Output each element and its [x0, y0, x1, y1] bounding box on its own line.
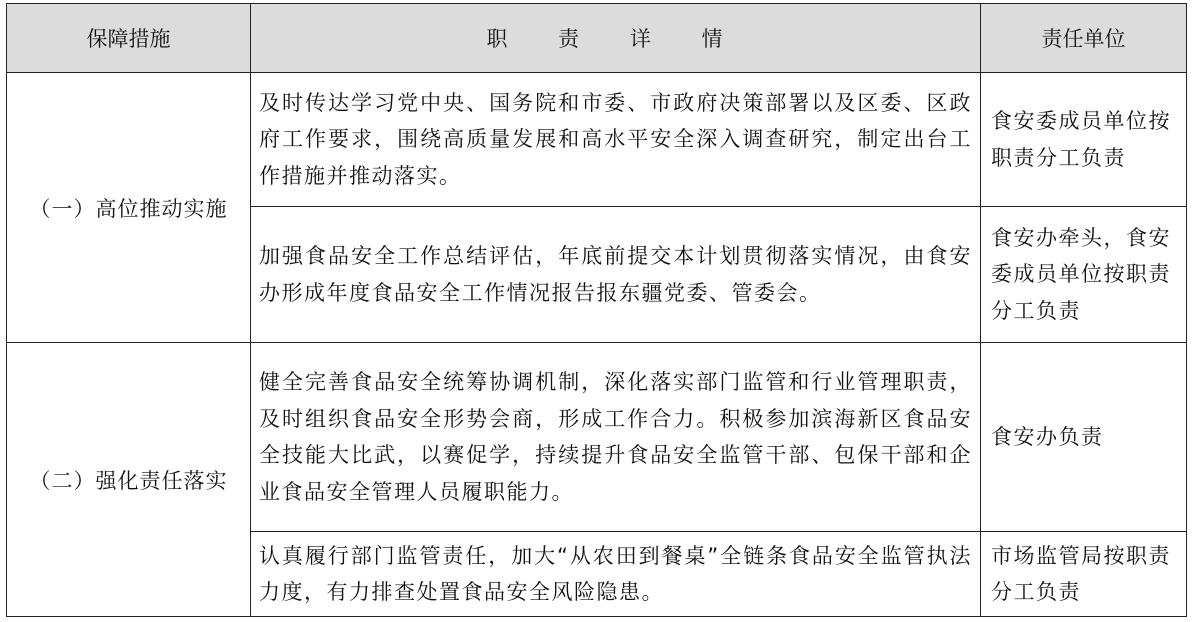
table-row: [7, 343, 1187, 532]
table-row: [7, 73, 1187, 207]
measure-cell: （一）高位推动实施: [7, 73, 251, 343]
measure-cell: （二）强化责任落实: [7, 343, 251, 617]
detail-cell: 及时传达学习党中央、国务院和市委、市政府决策部署以及区委、区政府工作要求，围绕高质量发展和高水平安全深入调查研究，制定出台工作措施并推动落实。: [251, 73, 981, 207]
responsibility-table: [6, 3, 1187, 617]
detail-cell: 健全完善食品安全统筹协调机制，深化落实部门监管和行业管理职责，及时组织食品安全形势会商，形成工作合力。积极参加滨海新区食品安全技能大比武，以赛促学，持续提升食品安全监管干部、包保干部和企业食品安全管理人员履职能力。: [251, 343, 981, 532]
header-measure: 保障措施: [7, 4, 251, 73]
unit-cell: 食安办牵头，食安委成员单位按职责分工负责: [981, 207, 1187, 343]
unit-cell: 市场监管局按职责分工负责: [981, 532, 1187, 617]
header-unit: 责任单位: [981, 4, 1187, 73]
unit-cell: 食安委成员单位按职责分工负责: [981, 73, 1187, 207]
unit-cell: 食安办负责: [981, 343, 1187, 532]
header-detail: [251, 4, 981, 73]
detail-cell: 认真履行部门监管责任，加大“从农田到餐桌”全链条食品安全监管执法力度，有力排查处置食品安全风险隐患。: [251, 532, 981, 617]
header-row: [7, 4, 1187, 73]
header-detail-label: 职 责 详 情: [486, 27, 745, 51]
detail-cell: 加强食品安全工作总结评估，年底前提交本计划贯彻落实情况，由食安办形成年度食品安全工作情况报告报东疆党委、管委会。: [251, 207, 981, 343]
